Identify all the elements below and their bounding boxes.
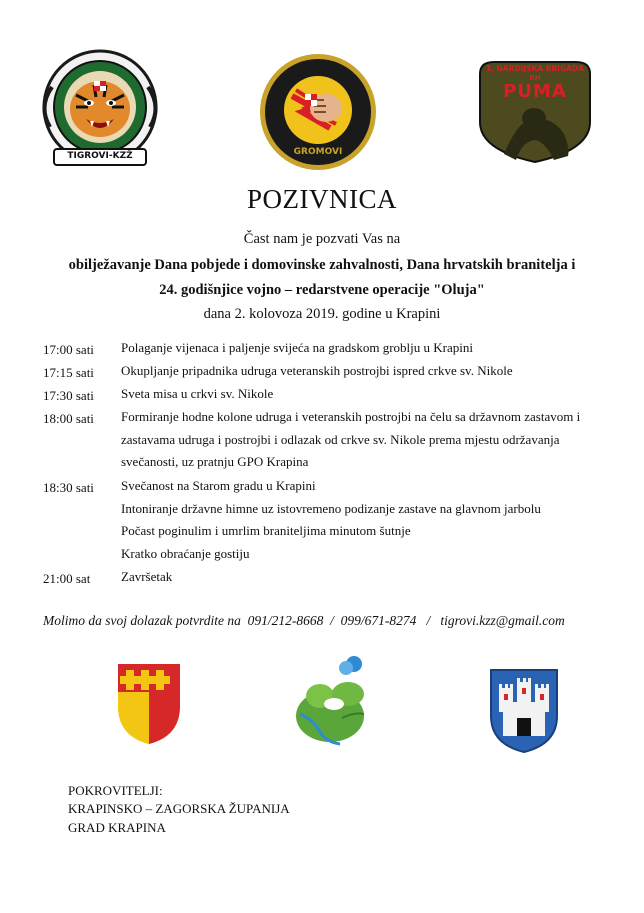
schedule-line: Završetak xyxy=(121,569,173,584)
schedule-line: Intoniranje državne himne uz istovremeno podizanje zastave na glavnom jarbolu xyxy=(121,500,541,516)
city-coat-of-arms xyxy=(489,668,559,754)
sponsor-city: GRAD KRAPINA xyxy=(68,820,166,835)
schedule-line: svečanosti, uz pratnju GPO Krapina xyxy=(121,454,309,469)
schedule-item xyxy=(121,566,621,589)
schedule-line: Svečanost na Starom gradu u Krapini xyxy=(121,478,316,493)
event-line-2: 24. godišnjice vojno – redarstvene operacije "Oluja" xyxy=(159,282,485,298)
puma-small-text: RH xyxy=(529,74,541,82)
schedule-item xyxy=(121,360,621,383)
schedule-line: Počast poginulim i umrlim braniteljima minutom šutnje xyxy=(121,523,411,538)
rsvp-contact-line: Molimo da svoj dolazak potvrdite na 091/212-8668 / 099/671-8274 / tigrovi.kzz@gmail.com xyxy=(43,613,565,628)
event-line-1: obilježavanje Dana pobjede i domovinske zahvalnosti, Dana hrvatskih branitelja i xyxy=(68,257,576,273)
schedule-line: zastavama udruga i postrojbi i odlazak od crkve sv. Nikole prema mjestu održavanja xyxy=(121,431,560,447)
page-title: POZIVNICA xyxy=(247,184,397,214)
schedule-time: 17:00 sati xyxy=(43,342,94,357)
schedule-time: 17:30 sati xyxy=(43,388,94,403)
hills-emblem xyxy=(290,654,378,750)
county-coat-of-arms xyxy=(116,662,182,746)
schedule-line: Okupljanje pripadnika udruga veteranskih postrojbi ispred crkve sv. Nikole xyxy=(121,363,513,378)
intro-line: Čast nam je pozvati Vas na xyxy=(243,231,401,247)
gromovi-banner-text: GROMOVI xyxy=(293,147,343,157)
schedule-item xyxy=(121,475,621,565)
schedule-item xyxy=(121,406,621,474)
schedule-line: Polaganje vijenaca i paljenje svijeća na gradskom groblju u Krapini xyxy=(121,340,473,355)
schedule-item xyxy=(121,383,621,406)
schedule-line: Kratko obraćanje gostiju xyxy=(121,545,250,561)
sponsor-county: KRAPINSKO – ZAGORSKA ŽUPANIJA xyxy=(68,801,290,816)
date-place-line: dana 2. kolovoza 2019. godine u Krapini xyxy=(203,306,441,322)
puma-name-text: PUMA xyxy=(503,81,567,102)
schedule-time: 17:15 sati xyxy=(43,365,94,380)
puma-top-text: 1. GARDIJSKA BRIGADA xyxy=(485,64,585,73)
schedule-line: Sveta misa u crkvi sv. Nikole xyxy=(121,386,274,401)
schedule-time: 18:00 sati xyxy=(43,411,94,426)
schedule-time: 21:00 sat xyxy=(43,571,91,586)
sponsors-heading: POKROVITELJI: xyxy=(68,783,163,798)
schedule-time: 18:30 sati xyxy=(43,480,94,495)
schedule-item xyxy=(121,337,621,360)
tigrovi-banner-text: TIGROVI-KZŽ xyxy=(67,151,133,161)
schedule-line: Formiranje hodne kolone udruga i veteranskih postrojbi na čelu sa državnom zastavom i xyxy=(121,409,581,424)
